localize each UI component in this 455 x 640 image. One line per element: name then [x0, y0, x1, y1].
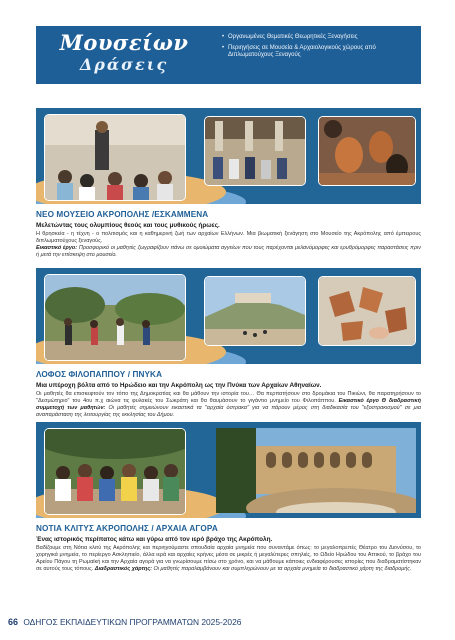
header-title-line1: Μουσείων	[59, 30, 189, 55]
ostraka-photo	[318, 276, 416, 346]
header-title	[44, 32, 204, 73]
section-body-text: Οι μαθητές θα επισκεφτούν τον τόπο της Δημοκρατίας και θα μάθουν την ιστορία του… Θα περπατήσουν στο δρομάκια του Πικιώνι, θα παρατηρήσουν το "Δεσμώτηριο" του 4ου π.χ αιώνα τις φυλακές του Σωκράτη και θα θαυμάσουν το γιγάντιο μνημείο του Φιλοπάππου.	[36, 391, 421, 404]
section-title: ΝΟΤΙΑ ΚΛΙΤΥΣ ΑΚΡΟΠΟΛΗΣ / ΑΡΧΑΙΑ ΑΓΟΡΑ	[36, 524, 218, 533]
header-banner	[36, 26, 421, 84]
section-body-text: Βαδίζουμε στη Νότια κλιτύ της Ακρόπολης και περιηγούμαστε σπουδαία αρχαία μνημεία που συναντάμε όπως: το μεγαλοπρεπές Θέατρο του Διονύσου, το χορηγικά μνημεία, το περίεργο Ασκληπιείο, άλλα ιερά και αρχαίες κρήνες μέσα σε μικρές ή μεγαλύτερες σπηλιές, το Ωδείο Ηρώδου του Αττικού, το βράχο του Αρείου Πάγου τη Ρωμαϊκή και την Αρχαία αγορά για να γνωρίσουμε πίσω στο χρόνο, και να μάθουμε κάποιες ενδιαφέρουσες ιστορίες που διαδραματίστηκαν σε αυτούς τους τόπους.	[36, 545, 421, 572]
activity-text: Προσφορικό οι μαθητές ζωγραφίζουν πάνω σε ομοιώματα αγγείων που τους παρέχονται μελανόμορφες και ερυθρόμορφες παραστάσεις πριν ή μετά την επίσκεψη στο μουσείο.	[36, 244, 421, 258]
museum-class-photo	[44, 114, 186, 201]
page-footer	[8, 617, 241, 627]
activity-text: Οι μαθητές σημειώνουν εικαστικά τα "αρχαία όστρακα" για να πάρουν μέρος στη διαδικασία του "εξοστρακισμού" σε μια αναπαράσταση της λειτουργίας της εκκλησίας του Δήμου.	[36, 404, 421, 418]
section-body	[36, 231, 421, 259]
page-number: 66	[8, 617, 19, 627]
activity-label: Διαδραστικός χάρτης:	[94, 565, 152, 572]
vase-painting-photo	[318, 116, 416, 186]
header-bullets	[222, 34, 417, 64]
section-body	[36, 391, 421, 419]
activity-label: Εικαστικό έργο:	[36, 244, 78, 251]
activity-label: Εικαστικό έργο Θ διαδραστική συμμετοχή των μαθητών:	[36, 397, 421, 411]
header-title-line2: Δράσεις	[79, 55, 169, 74]
section-title: ΝΕΟ ΜΟΥΣΕΙΟ ΑΚΡΟΠΟΛΗΣ /ΕΣΚΑΜΜΕΝΑ	[36, 210, 209, 219]
acropolis-view-photo	[204, 276, 306, 346]
header-bullet: • Περιηγήσεις σε Μουσεία & Αρχαιολογικούς χώρους από Διπλωματούχους Ξεναγούς	[222, 45, 417, 59]
section-subtitle: Μια υπέροχη βόλτα από το Ηρώδειο και την Ακρόπολη ως την Πνύκα των Αρχαίων Αθηναίων.	[36, 382, 322, 389]
hill-group-photo	[44, 274, 186, 361]
herodeion-photo	[216, 428, 416, 513]
photo-panel-2	[36, 268, 421, 364]
section-subtitle: Ένας ιστορικός περίπατος κάτω και γύρω από τον ιερό βράχο της Ακρόπολη.	[36, 536, 273, 543]
photo-panel-3	[36, 422, 421, 518]
photo-panel-1	[36, 108, 421, 204]
students-walk-photo	[44, 428, 186, 515]
section-body	[36, 545, 421, 573]
footer-text: ΟΔΗΓΟΣ ΕΚΠΑΙΔΕΥΤΙΚΩΝ ΠΡΟΓΡΑΜΜΑΤΩΝ 2025-2026	[23, 617, 242, 627]
museum-hall-photo	[204, 116, 306, 186]
section-title: ΛΟΦΟΣ ΦΙΛΟΠΑΠΠΟΥ / ΠΝΥΚΑ	[36, 370, 163, 379]
section-subtitle: Μελετώντας τους ολυμπίους θεούς και τους μυθικούς ήρωες.	[36, 222, 220, 229]
header-bullet: • Οργανωμένες Θεματικές Θεωρητικές Ξεναγήσεις	[222, 34, 417, 41]
section-body-text: Η θρησκεία - η τέχνη - ο πολιτισμός και η καθημερινή ζωή των αρχαίων Ελλήνων. Μια βιωματική ξενάγηση στο Μουσείο της Ακρόπολης από έμπειρους διπλωματούχους ξεναγούς.	[36, 231, 421, 244]
activity-text: Οι μαθητές παραλαμβάνουν και συμπληρώνουν με τα αρχαία μνημεία το διαδραστικό χάρτη της διαδρομής.	[153, 565, 412, 572]
